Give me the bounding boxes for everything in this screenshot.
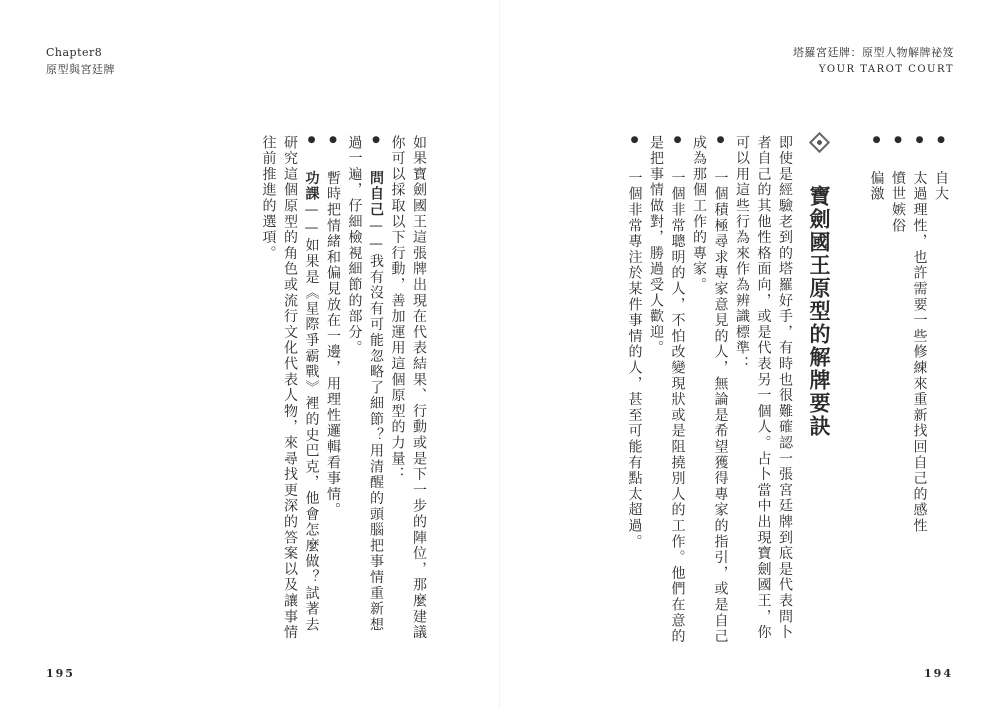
- spacer: [843, 135, 865, 645]
- item-text: ——如果是《星際爭霸戰》裡的史巴克，他會怎麼做？試著去研究這個原型的角色或流行文化代表人物，來尋找更深的答案以及讓事情往前推進的選項。: [260, 135, 320, 641]
- section-heading-text: 寶劍國王原型的解牌要訣: [807, 185, 832, 438]
- chapter-number: Chapter8: [46, 46, 103, 59]
- list-item: [343, 135, 386, 645]
- left-body-text: [261, 135, 429, 645]
- bullet-icon: ●: [715, 135, 726, 147]
- item-text: 一個積極尋求專家意見的人，無論是希望獲得專家的指引，或是自己成為那個工作的專家。: [691, 135, 729, 645]
- item-text: ——我有沒有可能忽略了細節？用清醒的頭腦把事情重新想過一遍，仔細檢視細節的部分。: [346, 135, 384, 633]
- section-heading: [799, 135, 839, 645]
- list-item: [322, 135, 344, 645]
- bullet-icon: ●: [629, 135, 640, 147]
- book-title-english: YOUR TAROT COURT: [818, 64, 954, 75]
- item-label: 問自己: [368, 170, 384, 219]
- right-body-text: [536, 135, 951, 645]
- list-item: [645, 135, 688, 645]
- bullet-icon: ●: [328, 135, 338, 147]
- item-text: 自大: [933, 170, 949, 203]
- list-item: [623, 135, 645, 645]
- list-item: [908, 135, 930, 645]
- running-head-chapter: [46, 44, 115, 78]
- page-number-right: 194: [924, 667, 953, 680]
- bullet-icon: ●: [936, 135, 946, 147]
- running-head-book: [793, 44, 954, 78]
- bullet-icon: ●: [672, 135, 683, 147]
- list-item: [887, 135, 909, 645]
- right-page: [500, 0, 999, 709]
- book-title: 塔羅宮廷牌：原型人物解牌祕笈: [793, 46, 954, 59]
- list-item: [688, 135, 731, 645]
- list-item: [930, 135, 952, 645]
- list-item: [257, 135, 322, 645]
- bullet-icon: ●: [371, 135, 381, 147]
- item-text: 偏激: [868, 170, 885, 203]
- item-text: 一個非常聰明的人，不怕改變現狀或是阻撓別人的工作。他們在意的是把事情做對，勝過受人歡迎。: [648, 135, 686, 645]
- chapter-title: 原型與宮廷牌: [46, 63, 115, 76]
- page-number-left: 195: [46, 667, 75, 680]
- bullet-icon: ●: [871, 135, 882, 147]
- left-page: [0, 0, 499, 709]
- item-text: 太過理性，也許需要一些修練來重新找回自己的感性: [911, 170, 928, 535]
- list-item: [865, 135, 887, 645]
- bullet-icon: ●: [914, 135, 925, 147]
- bullet-icon: ●: [893, 135, 903, 147]
- item-label: 功課: [303, 170, 320, 203]
- intro-paragraph: 如果寶劍國王這張牌出現在代表結果、行動或是下一步的陣位，那麼建議你可以採取以下行動，善加運用這個原型的力量：: [389, 135, 427, 641]
- item-text: 暫時把情緒和偏見放在一邊，用理性邏輯看事情。: [325, 170, 341, 519]
- item-text: 一個非常專注於某件事情的人，甚至可能有點太超過。: [626, 170, 643, 550]
- section-paragraph: 即使是經驗老到的塔羅好手，有時也很難確認一張宮廷牌到底是代表問卜者自己的其他性格面向，或是代表另一個人。占卜當中出現寶劍國王，你可以用這些行為來作為辨識標準：: [734, 135, 793, 641]
- diamond-ornament-icon: [808, 132, 829, 153]
- bullet-icon: ●: [306, 135, 317, 147]
- item-text: 憤世嫉俗: [890, 170, 906, 234]
